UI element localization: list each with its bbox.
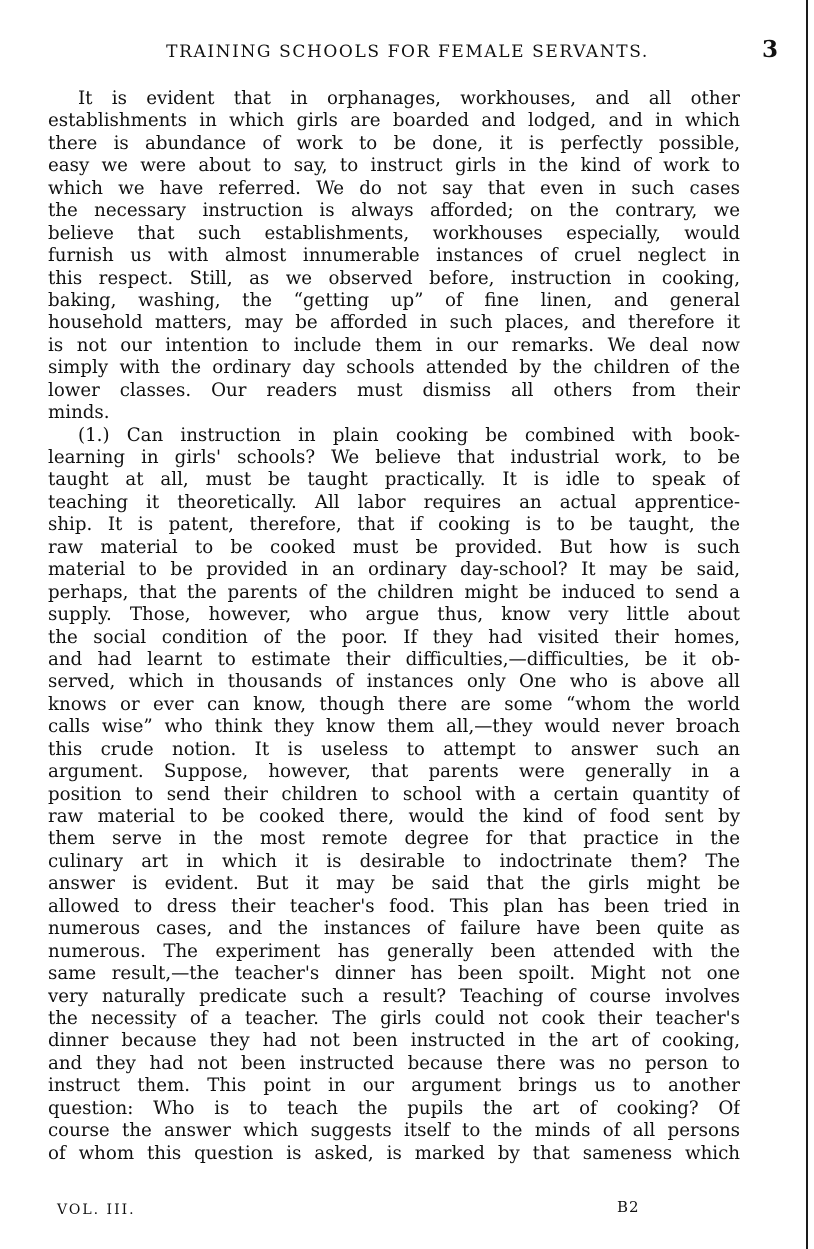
text-line: believe that such establishments, workhouses especially, would	[48, 222, 740, 244]
text-line: the necessity of a teacher. The girls could not cook their teacher's	[48, 1007, 740, 1029]
text-line: calls wise” who think they know them all,—they would never broach	[48, 716, 740, 738]
text-line: and they had not been instructed because there was no person to	[48, 1052, 740, 1074]
text-line: dinner because they had not been instructed in the art of cooking,	[48, 1030, 740, 1052]
text-line: is not our intention to include them in our remarks. We deal now	[48, 334, 740, 356]
text-line: very naturally predicate such a result? Teaching of course involves	[48, 985, 740, 1007]
text-line: argument. Suppose, however, that parents were generally in a	[48, 761, 740, 783]
text-line: minds.	[48, 402, 110, 424]
text-line: allowed to dress their teacher's food. This plan has been tried in	[48, 895, 740, 917]
text-line: the necessary instruction is always afforded; on the contrary, we	[48, 200, 740, 222]
volume-label: VOL. III.	[57, 1202, 136, 1218]
text-line: furnish us with almost innumerable instances of cruel neglect in	[48, 245, 740, 267]
text-line: culinary art in which it is desirable to indoctrinate them? The	[48, 850, 740, 872]
text-line: numerous. The experiment has generally been attended with the	[48, 940, 740, 962]
text-line: which we have referred. We do not say that even in such cases	[48, 177, 740, 199]
text-line: establishments in which girls are boarded and lodged, and in which	[48, 110, 740, 132]
text-line: supply. Those, however, who argue thus, know very little about	[48, 604, 740, 626]
text-line: and had learnt to estimate their difficulties,—difficulties, be it ob-	[48, 648, 740, 670]
text-line: course the answer which suggests itself to the minds of all persons	[48, 1120, 740, 1142]
text-line: this respect. Still, as we observed before, instruction in cooking,	[48, 267, 740, 289]
text-line: perhaps, that the parents of the children might be induced to send a	[48, 581, 740, 603]
text-line: question: Who is to teach the pupils the art of cooking? Of	[48, 1097, 740, 1119]
text-line: the social condition of the poor. If they had visited their homes,	[48, 626, 740, 648]
running-head: TRAINING SCHOOLS FOR FEMALE SERVANTS.	[166, 42, 649, 62]
text-line: lower classes. Our readers must dismiss all others from their	[48, 379, 740, 401]
text-line: instruct them. This point in our argument brings us to another	[48, 1075, 740, 1097]
page-number: 3	[762, 36, 779, 63]
text-line: simply with the ordinary day schools attended by the children of the	[48, 357, 740, 379]
text-line: answer is evident. But it may be said that the girls might be	[48, 873, 740, 895]
text-line: knows or ever can know, though there are some “whom the world	[48, 693, 740, 715]
text-line: served, which in thousands of instances only One who is above all	[48, 671, 740, 693]
text-line: this crude notion. It is useless to attempt to answer such an	[48, 738, 740, 760]
text-line: position to send their children to school with a certain quantity of	[48, 783, 740, 805]
text-line: It is evident that in orphanages, workhouses, and all other	[78, 88, 740, 109]
text-line: same result,—the teacher's dinner has been spoilt. Might not one	[48, 963, 740, 985]
text-line: material to be provided in an ordinary day-school? It may be said,	[48, 559, 740, 581]
text-line: them serve in the most remote degree for that practice in the	[48, 828, 740, 850]
text-line: raw material to be cooked must be provided. But how is such	[48, 536, 740, 558]
text-line: ship. It is patent, therefore, that if cooking is to be taught, the	[48, 514, 740, 536]
text-line: numerous cases, and the instances of failure have been quite as	[48, 918, 740, 940]
text-line: household matters, may be afforded in such places, and therefore it	[48, 312, 740, 334]
text-line: easy we were about to say, to instruct girls in the kind of work to	[48, 155, 740, 177]
text-line: baking, washing, the “getting up” of fine linen, and general	[48, 289, 740, 311]
text-line: taught at all, must be taught practically. It is idle to speak of	[48, 469, 740, 491]
page-edge-rule	[806, 0, 808, 1249]
body-text	[48, 88, 740, 1165]
text-line: learning in girls' schools? We believe that industrial work, to be	[48, 447, 740, 468]
text-line: of whom this question is asked, is marked by that sameness which	[48, 1142, 740, 1164]
signature-mark: B2	[617, 1198, 640, 1216]
text-line: there is abundance of work to be done, it is perfectly possible,	[48, 132, 740, 154]
text-line: teaching it theoretically. All labor requires an actual apprentice-	[48, 491, 740, 513]
text-line: (1.) Can instruction in plain cooking be combined with book-	[78, 424, 740, 446]
text-line: raw material to be cooked there, would the kind of food sent by	[48, 806, 740, 827]
